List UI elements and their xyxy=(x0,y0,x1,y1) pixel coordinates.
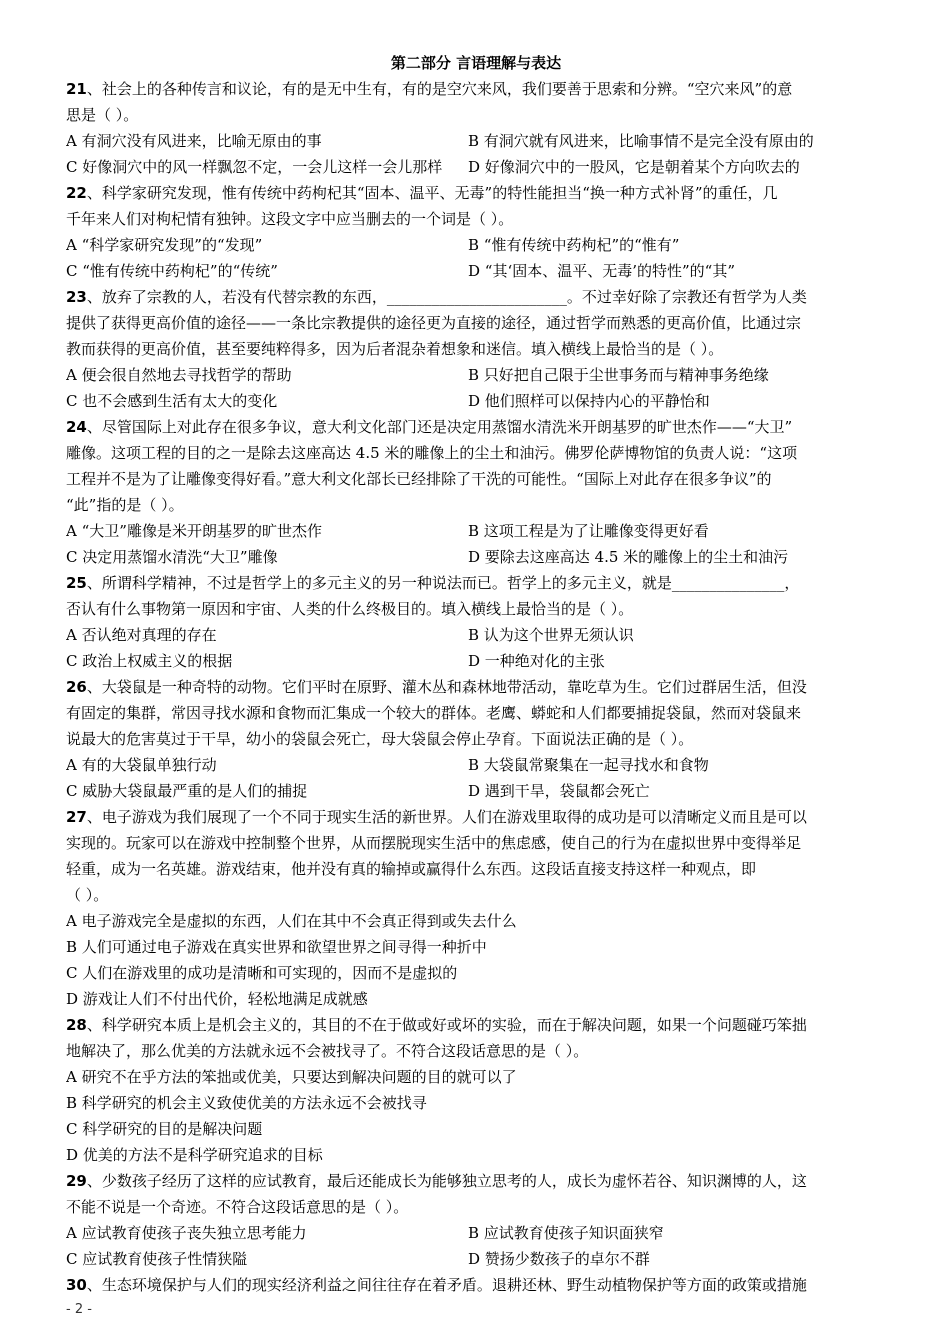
options-row xyxy=(66,648,886,674)
option-c: C 人们在游戏里的成功是清晰和可实现的，因而不是虚拟的 xyxy=(66,964,458,982)
question-24-line-2: 雕像。这项工程的目的之一是除去这座高达 4.5 米的雕像上的尘土和油污。佛罗伦萨博物馆的负责人说：“这项 xyxy=(66,444,798,462)
option-d: D 好像洞穴中的一股风，它是朝着某个方向吹去的 xyxy=(468,158,800,176)
question-22-line-1: 22、科学家研究发现，惟有传统中药枸杞其“固本、温平、无毒”的特性能担当“换一种方式补肾”的重任，几 xyxy=(66,184,778,202)
options-row xyxy=(66,778,886,804)
question-number: 22 xyxy=(66,184,87,202)
option-d: D “其‘固本、温平、无毒’的特性”的“其” xyxy=(468,262,736,280)
option-b: B 大袋鼠常聚集在一起寻找水和食物 xyxy=(468,756,709,774)
options-row xyxy=(66,622,886,648)
option-a: A 便会很自然地去寻找哲学的帮助 xyxy=(66,366,292,384)
question-29-line-2: 不能不说是一个奇迹。不符合这段话意思的是（ ）。 xyxy=(66,1198,409,1216)
question-30-line-1: 30、生态环境保护与人们的现实经济利益之间往往存在着矛盾。退耕还林、野生动植物保护等方面的政策或措施 xyxy=(66,1276,807,1294)
options-row xyxy=(66,752,886,778)
question-26-line-1: 26、大袋鼠是一种奇特的动物。它们平时在原野、灌木丛和森林地带活动，靠吃草为生。它们过群居生活，但没 xyxy=(66,678,807,696)
options-row xyxy=(66,258,886,284)
question-29-line-1: 29、少数孩子经历了这样的应试教育，最后还能成长为能够独立思考的人，成长为虚怀若谷、知识渊博的人，这 xyxy=(66,1172,807,1190)
options-row xyxy=(66,544,886,570)
question-number: 30 xyxy=(66,1276,87,1294)
question-24-line-3: 工程并不是为了让雕像变得好看。”意大利文化部长已经排除了干洗的可能性。“国际上对此存在很多争议”的 xyxy=(66,470,772,488)
option-a: A “科学家研究发现”的“发现” xyxy=(66,236,263,254)
option-d: D 赞扬少数孩子的卓尔不群 xyxy=(468,1250,650,1268)
option-d: D 一种绝对化的主张 xyxy=(468,652,605,670)
option-a: A “大卫”雕像是米开朗基罗的旷世杰作 xyxy=(66,522,322,540)
options-row xyxy=(66,388,886,414)
option-d: D 遇到干旱，袋鼠都会死亡 xyxy=(468,782,650,800)
question-25-line-2: 否认有什么事物第一原因和宇宙、人类的什么终极目的。填入横线上最恰当的是（ ）。 xyxy=(66,600,634,618)
option-a: A 否认绝对真理的存在 xyxy=(66,626,217,644)
question-27-line-3: 轻重，成为一名英雄。游戏结束，他并没有真的输掉或赢得什么东西。这段话直接支持这样一种观点，即 xyxy=(66,860,757,878)
options-row xyxy=(66,518,886,544)
question-27-line-4: （ ）。 xyxy=(66,886,109,904)
option-b: B 这项工程是为了让雕像变得更好看 xyxy=(468,522,709,540)
option-c: C “惟有传统中药枸杞”的“传统” xyxy=(66,262,278,280)
options-row xyxy=(66,362,886,388)
option-c: C 决定用蒸馏水清洗“大卫”雕像 xyxy=(66,548,278,566)
option-b: B 认为这个世界无须认识 xyxy=(468,626,634,644)
option-b: B 只好把自己限于尘世事务而与精神事务绝缘 xyxy=(468,366,769,384)
option-b: B 科学研究的机会主义致使优美的方法永远不会被找寻 xyxy=(66,1094,427,1112)
question-26-line-2: 有固定的集群，常因寻找水源和食物而汇集成一个较大的群体。老鹰、蟒蛇和人们都要捕捉袋鼠，然而对袋鼠来 xyxy=(66,704,802,722)
options-row xyxy=(66,154,886,180)
option-a: A 有的大袋鼠单独行动 xyxy=(66,756,217,774)
option-c: C 政治上权威主义的根据 xyxy=(66,652,233,670)
question-number: 27 xyxy=(66,808,87,826)
option-b: B 有洞穴就有风进来，比喻事情不是完全没有原由的 xyxy=(468,132,814,150)
option-d: D 要除去这座高达 4.5 米的雕像上的尘土和油污 xyxy=(468,548,789,566)
options-row xyxy=(66,1220,886,1246)
option-d: D 优美的方法不是科学研究追求的目标 xyxy=(66,1146,323,1164)
question-22-line-2: 千年来人们对枸杞情有独钟。这段文字中应当删去的一个词是（ ）。 xyxy=(66,210,514,228)
options-row xyxy=(66,128,886,154)
question-21-line-2: 思是（ ）。 xyxy=(66,106,139,124)
option-a: A 应试教育使孩子丧失独立思考能力 xyxy=(66,1224,307,1242)
question-25-line-1: 25、所谓科学精神，不过是哲学上的多元主义的另一种说法而已。哲学上的多元主义，就是_______________， xyxy=(66,574,800,592)
question-number: 23 xyxy=(66,288,87,306)
option-c: C 也不会感到生活有太大的变化 xyxy=(66,392,278,410)
option-d: D 游戏让人们不付出代价，轻松地满足成就感 xyxy=(66,990,368,1008)
options-row xyxy=(66,1246,886,1272)
option-a: A 电子游戏完全是虚拟的东西，人们在其中不会真正得到或失去什么 xyxy=(66,912,517,930)
option-b: B 人们可通过电子游戏在真实世界和欲望世界之间寻得一种折中 xyxy=(66,938,487,956)
option-c: C 科学研究的目的是解决问题 xyxy=(66,1120,263,1138)
question-number: 21 xyxy=(66,80,87,98)
option-c: C 好像洞穴中的风一样飘忽不定，一会儿这样一会儿那样 xyxy=(66,158,443,176)
question-26-line-3: 说最大的危害莫过于干旱，幼小的袋鼠会死亡，母大袋鼠会停止孕育。下面说法正确的是（ ）。 xyxy=(66,730,694,748)
question-23-line-2: 提供了获得更高价值的途径——一条比宗教提供的途径更为直接的途径，通过哲学而熟悉的更高价值，比通过宗 xyxy=(66,314,802,332)
question-number: 25 xyxy=(66,574,87,592)
question-23-line-1: 23、放弃了宗教的人，若没有代替宗教的东西，________________________。不过幸好除了宗教还有哲学为人类 xyxy=(66,288,807,306)
question-27-line-1: 27、电子游戏为我们展现了一个不同于现实生活的新世界。人们在游戏里取得的成功是可以清晰定义而且是可以 xyxy=(66,808,807,826)
question-number: 29 xyxy=(66,1172,87,1190)
option-b: B “惟有传统中药枸杞”的“惟有” xyxy=(468,236,680,254)
question-28-line-2: 地解决了，那么优美的方法就永远不会被找寻了。不符合这段话意思的是（ ）。 xyxy=(66,1042,589,1060)
exam-page xyxy=(66,52,886,1298)
option-c: C 应试教育使孩子性情狭隘 xyxy=(66,1250,248,1268)
question-24-line-1: 24、尽管国际上对此存在很多争议，意大利文化部门还是决定用蒸馏水清洗米开朗基罗的旷世杰作——“大卫” xyxy=(66,418,793,436)
section-title: 第二部分 言语理解与表达 xyxy=(390,54,562,72)
question-28-line-1: 28、科学研究本质上是机会主义的，其目的不在于做或好或坏的实验，而在于解决问题，如果一个问题碰巧笨拙 xyxy=(66,1016,807,1034)
question-27-line-2: 实现的。玩家可以在游戏中控制整个世界，从而摆脱现实生活中的焦虑感，使自己的行为在虚拟世界中变得举足 xyxy=(66,834,802,852)
page-number: - 2 - xyxy=(66,1302,92,1317)
option-d: D 他们照样可以保持内心的平静怡和 xyxy=(468,392,710,410)
question-24-line-4: “此”指的是（ ）。 xyxy=(66,496,184,514)
option-c: C 威胁大袋鼠最严重的是人们的捕捉 xyxy=(66,782,308,800)
question-number: 26 xyxy=(66,678,87,696)
question-number: 24 xyxy=(66,418,87,436)
question-number: 28 xyxy=(66,1016,87,1034)
question-21-line-1: 21、社会上的各种传言和议论，有的是无中生有，有的是空穴来风，我们要善于思索和分辨。“空穴来风”的意 xyxy=(66,80,793,98)
question-23-line-3: 教而获得的更高价值，甚至要纯粹得多，因为后者混杂着想象和迷信。填入横线上最恰当的是（ ）。 xyxy=(66,340,724,358)
option-a: A 有洞穴没有风进来，比喻无原由的事 xyxy=(66,132,322,150)
options-row xyxy=(66,232,886,258)
option-b: B 应试教育使孩子知识面狭窄 xyxy=(468,1224,664,1242)
option-a: A 研究不在乎方法的笨拙或优美，只要达到解决问题的目的就可以了 xyxy=(66,1068,517,1086)
